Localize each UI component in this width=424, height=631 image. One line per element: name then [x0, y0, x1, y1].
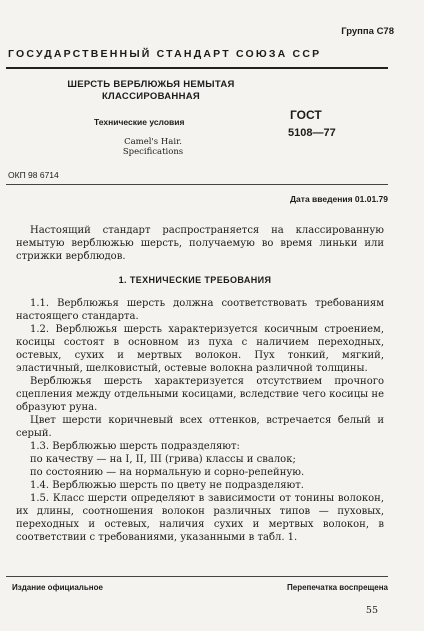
middle-rule: [6, 184, 388, 185]
paragraph-1-4: 1.4. Верблюжью шерсть по цвету не подразделяют.: [30, 480, 304, 491]
state-standard-heading: ГОСУДАРСТВЕННЫЙ СТАНДАРТ СОЮЗА ССР: [8, 48, 322, 60]
bottom-rule: [6, 576, 388, 577]
paragraph-1-5: 1.5. Класс шерсти определяют в зависимости от тонины волокон, их длины, соотношения волокон различных типов — пуховых, переходных и остевых, наличия сухих и мертвых волокон, в соответствии с требованиями, указанными в табл. 1.: [16, 493, 384, 543]
paragraph-quality: по качеству — на I, II, III (грива) классы и свалок;: [30, 454, 296, 465]
intro-block: [16, 224, 384, 263]
footer-reprint-prohibited: Перепечатка воспрещена: [287, 583, 388, 592]
footer-official-edition: Издание официальное: [12, 583, 103, 592]
english-title: Camel's Hair. Specifications: [122, 137, 184, 157]
group-code: Группа С78: [341, 26, 394, 37]
paragraph-1-3: 1.3. Верблюжью шерсть подразделяют:: [30, 441, 240, 452]
paragraph-color: Цвет шерсти коричневый всех оттенков, встречается белый и серый.: [16, 415, 384, 439]
paragraph-cohesion: Верблюжья шерсть характеризуется отсутствием прочного сцепления между отдельными косицами, вследствие чего косицы не образуют руна.: [16, 376, 384, 413]
page-number: 55: [365, 605, 378, 616]
top-rule: [6, 67, 388, 69]
section-heading: 1. ТЕХНИЧЕСКИЕ ТРЕБОВАНИЯ: [118, 275, 272, 285]
section-body: [16, 297, 384, 544]
okp-code: ОКП 98 6714: [8, 170, 59, 180]
document-subtitle: Технические условия: [94, 117, 185, 127]
effective-date: Дата введения 01.01.79: [290, 194, 388, 204]
paragraph-1-2: 1.2. Верблюжья шерсть характеризуется косичным строением, косицы состоят в основном из пуха с наличием переходных, остевых, сухих и мертвых волокон. Пух тонкий, мягкий, эластичный, шелковистый, остевые волокна различной толщины.: [16, 324, 384, 374]
paragraph-condition: по состоянию — на нормальную и сорно-репейную.: [30, 467, 305, 478]
paragraph-1-1: 1.1. Верблюжья шерсть должна соответствовать требованиям настоящего стандарта.: [16, 298, 384, 322]
gost-label: ГОСТ: [290, 108, 322, 122]
intro-paragraph: Настоящий стандарт распространяется на классированную немытую верблюжью шерсть, получаемую во время линьки или стрижки верблюдов.: [16, 225, 384, 262]
document-title: ШЕРСТЬ ВЕРБЛЮЖЬЯ НЕМЫТАЯ КЛАССИРОВАННАЯ: [67, 79, 235, 102]
gost-number: 5108—77: [288, 127, 336, 139]
